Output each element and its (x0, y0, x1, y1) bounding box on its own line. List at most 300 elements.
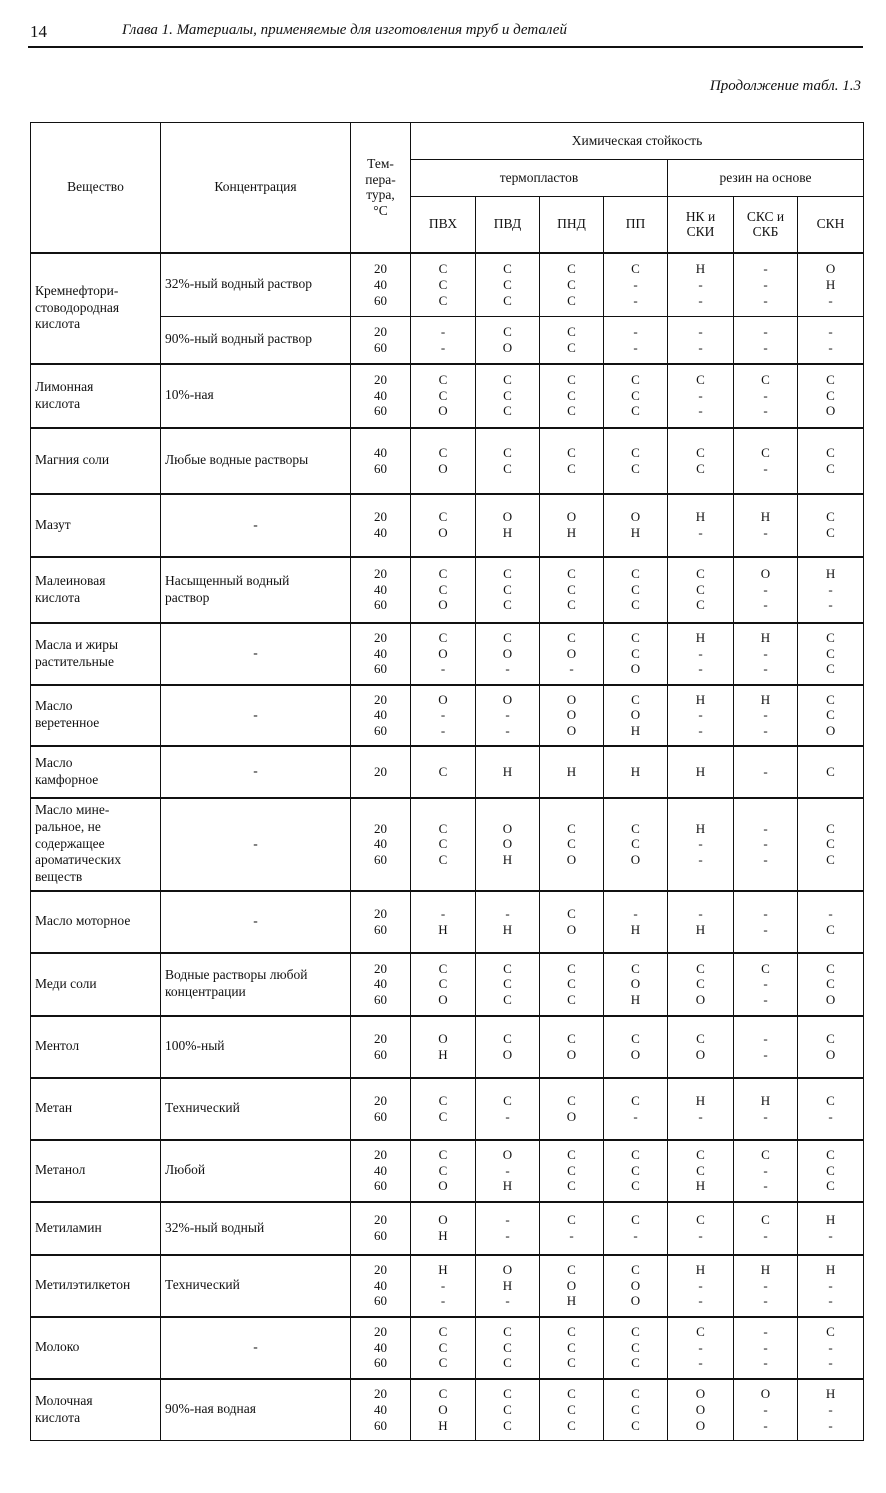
table-row (31, 557, 864, 623)
text-line: С (567, 444, 576, 460)
text-line: О (630, 509, 641, 525)
text-line: 20 (374, 509, 387, 525)
text-line: - (763, 1277, 768, 1293)
text-line: - (698, 905, 703, 921)
substance-cell (31, 798, 161, 891)
table-row (31, 428, 864, 494)
text-line: - (253, 763, 258, 779)
resistance-cell-pnd (540, 953, 604, 1016)
concentration-cell (161, 798, 351, 891)
text-line: С (503, 630, 512, 646)
text-line: 60 (374, 403, 387, 419)
resistance-cell-sks-skb (734, 1202, 798, 1255)
text-line: С (567, 339, 576, 355)
text-line: Молоко (35, 1339, 80, 1355)
text-line: 40 (374, 581, 387, 597)
text-line: - (633, 339, 638, 355)
resistance-cell-nk-ski (668, 1016, 734, 1078)
text-line: О (630, 976, 641, 992)
text-line: 60 (374, 851, 387, 867)
resistance-cell-pp (604, 317, 668, 364)
text-line: Масло (35, 754, 73, 770)
text-line: Н (630, 722, 641, 738)
resistance-cell-sks-skb (734, 364, 798, 428)
text-line: С (761, 372, 770, 388)
text-line: кислота (35, 1409, 81, 1425)
text-line: С (567, 976, 576, 992)
text-line: - (763, 261, 768, 277)
text-line: С (631, 597, 640, 613)
text-line: О (825, 722, 836, 738)
substance-cell (31, 1202, 161, 1255)
text-line: Н (566, 1293, 577, 1309)
text-line: С (503, 976, 512, 992)
text-line: Тем- (367, 156, 394, 172)
text-line: С (503, 991, 512, 1007)
resistance-cell-nk-ski (668, 623, 734, 685)
resistance-cell-nk-ski (668, 685, 734, 746)
text-line: - (763, 905, 768, 921)
table-row (31, 1202, 864, 1255)
table-row (31, 364, 864, 428)
text-line: С (567, 820, 576, 836)
table-row (31, 953, 864, 1016)
text-line: - (698, 1339, 703, 1355)
header-substance: Вещество (31, 123, 161, 253)
resistance-cell-nk-ski (668, 253, 734, 317)
text-line: 60 (374, 1355, 387, 1371)
substance-cell (31, 1255, 161, 1317)
text-line: С (567, 1147, 576, 1163)
text-line: 60 (374, 661, 387, 677)
text-line: С (631, 1355, 640, 1371)
text-line: - (763, 1401, 768, 1417)
text-line: Любые водные растворы (165, 452, 309, 468)
resistance-cell-sks-skb (734, 1140, 798, 1202)
resistance-cell-pvh (411, 953, 476, 1016)
text-line: С (503, 1030, 512, 1046)
text-line: О (502, 339, 513, 355)
text-line: О (502, 509, 513, 525)
text-line: - (763, 597, 768, 613)
text-line: - (505, 905, 510, 921)
text-line: Магния соли (35, 452, 110, 468)
text-line: - (440, 339, 446, 355)
resistance-cell-sks-skb (734, 623, 798, 685)
table-row (31, 746, 864, 798)
text-line: 40 (374, 1401, 387, 1417)
text-line: Метанол (35, 1162, 86, 1178)
text-line: С (826, 707, 835, 723)
text-line: - (253, 835, 258, 851)
resistance-cell-pp (604, 1016, 668, 1078)
header-skn: СКН (798, 197, 864, 253)
text-line: С (631, 1212, 640, 1228)
resistance-cell-nk-ski (668, 494, 734, 557)
text-line: С (438, 960, 448, 976)
text-line: веществ (35, 869, 83, 885)
text-line: Н (760, 1092, 771, 1108)
resistance-cell-pp (604, 1078, 668, 1140)
header-temperature (351, 123, 411, 253)
text-line: - (253, 1339, 258, 1355)
concentration-cell (161, 364, 351, 428)
resistance-cell-pnd (540, 891, 604, 953)
resistance-cell-pvh (411, 428, 476, 494)
text-line: С (567, 1401, 576, 1417)
text-line: Н (760, 691, 771, 707)
text-line: Масла и жиры (35, 636, 119, 652)
text-line: С (826, 1030, 835, 1046)
text-line: - (828, 1293, 833, 1309)
text-line: О (438, 1030, 448, 1046)
header-thermoplastics: термопластов (411, 160, 668, 197)
text-line: - (828, 1277, 833, 1293)
substance-cell (31, 1078, 161, 1140)
text-line: С (826, 444, 835, 460)
text-line: НК и (685, 208, 716, 224)
text-line: С (503, 597, 512, 613)
text-line: С (826, 1324, 835, 1340)
text-line: О (695, 1046, 706, 1062)
substance-cell (31, 557, 161, 623)
table-row (31, 1016, 864, 1078)
text-line: камфорное (35, 771, 99, 787)
concentration-cell (161, 1379, 351, 1441)
text-line: С (567, 1386, 576, 1402)
resistance-cell-skn (798, 1202, 864, 1255)
resistance-cell-pp (604, 428, 668, 494)
text-line: С (761, 444, 770, 460)
text-line: С (631, 630, 640, 646)
resistance-cell-pvd (476, 1317, 540, 1379)
resistance-cell-pp (604, 494, 668, 557)
resistance-cell-pvd (476, 623, 540, 685)
resistance-cell-pp (604, 557, 668, 623)
resistance-cell-nk-ski (668, 798, 734, 891)
text-line: 20 (374, 261, 387, 277)
text-line: - (763, 976, 768, 992)
text-line: С (438, 763, 448, 779)
text-line: - (505, 1162, 510, 1178)
text-line: 60 (374, 722, 387, 738)
resistance-cell-pp (604, 623, 668, 685)
text-line: 20 (374, 1262, 387, 1278)
substance-cell (31, 685, 161, 746)
text-line: СКС и (746, 208, 785, 224)
text-line: - (763, 1178, 768, 1194)
resistance-cell-nk-ski (668, 1078, 734, 1140)
resistance-cell-sks-skb (734, 494, 798, 557)
text-line: С (826, 851, 835, 867)
text-line: О (630, 1277, 641, 1293)
resistance-cell-sks-skb (734, 685, 798, 746)
text-line: - (633, 905, 638, 921)
text-line: - (828, 292, 833, 308)
resistance-cell-pvd (476, 1202, 540, 1255)
text-line: О (630, 707, 641, 723)
table-row (31, 798, 864, 891)
header-nk-ski (668, 197, 734, 253)
text-line: О (566, 691, 577, 707)
table-row (31, 891, 864, 953)
resistance-cell-nk-ski (668, 891, 734, 953)
text-line: - (763, 460, 768, 476)
text-line: - (828, 1228, 833, 1243)
text-line: пера- (365, 171, 396, 187)
text-line: 20 (374, 566, 387, 582)
text-line: С (567, 630, 576, 646)
text-line: С (503, 566, 512, 582)
text-line: кислота (35, 316, 81, 332)
text-line: С (631, 1417, 640, 1433)
text-line: Н (695, 1092, 706, 1108)
text-line: Н (760, 630, 771, 646)
text-line: С (503, 1355, 512, 1371)
text-line: С (826, 661, 835, 677)
text-line: 60 (374, 1293, 387, 1309)
resistance-cell-pp (604, 1140, 668, 1202)
text-line: С (503, 1386, 512, 1402)
resistance-cell-pvh (411, 494, 476, 557)
temperature-cell (351, 1078, 411, 1140)
resistance-cell-pvh (411, 317, 476, 364)
text-line: С (826, 960, 835, 976)
table-row (31, 1078, 864, 1140)
resistance-cell-pvh (411, 364, 476, 428)
text-line: С (438, 1324, 448, 1340)
text-line: 60 (374, 1228, 387, 1243)
temperature-cell (351, 494, 411, 557)
header-sks-skb (734, 197, 798, 253)
text-line: - (698, 1293, 703, 1309)
table-row (31, 1379, 864, 1441)
text-line: С (631, 1401, 640, 1417)
text-line: С (631, 836, 640, 852)
text-line: 20 (374, 820, 387, 836)
text-line: С (631, 1324, 640, 1340)
temperature-cell (351, 1379, 411, 1441)
text-line: 90%-ная водная (165, 1401, 256, 1417)
text-line: тура, (366, 187, 395, 203)
text-line: - (763, 991, 768, 1007)
resistance-cell-pnd (540, 685, 604, 746)
resistance-cell-pvd (476, 364, 540, 428)
text-line: С (696, 1212, 705, 1228)
text-line: - (440, 324, 446, 340)
text-line: Н (825, 276, 836, 292)
text-line: - (569, 661, 574, 677)
text-line: С (631, 960, 640, 976)
text-line: С (567, 960, 576, 976)
text-line: С (826, 1162, 835, 1178)
text-line: С (503, 1401, 512, 1417)
text-line: Н (695, 261, 706, 277)
text-line: Малеиновая (35, 572, 106, 588)
text-line: 10%-ная (165, 387, 214, 403)
text-line: Н (438, 921, 448, 937)
text-line: С (503, 261, 512, 277)
text-line: Меди соли (35, 975, 97, 991)
text-line: С (503, 387, 512, 403)
text-line: О (438, 1178, 448, 1194)
resistance-cell-sks-skb (734, 798, 798, 891)
text-line: Масло мине- (35, 801, 110, 817)
text-line: Н (502, 1277, 513, 1293)
text-line: 90%-ный водный раствор (165, 331, 312, 347)
resistance-cell-pvd (476, 1140, 540, 1202)
text-line: С (567, 372, 576, 388)
text-line: С (567, 1162, 576, 1178)
text-line: Н (438, 1417, 448, 1433)
resistance-cell-pnd (540, 746, 604, 798)
resistance-cell-sks-skb (734, 746, 798, 798)
header-pvd: ПВД (476, 197, 540, 253)
text-line: С (438, 1386, 448, 1402)
resistance-cell-pvd (476, 891, 540, 953)
header-chemical-resistance: Химическая стойкость (411, 123, 864, 160)
resistance-cell-pnd (540, 428, 604, 494)
text-line: Водные растворы любой (165, 967, 308, 983)
resistance-cell-skn (798, 1255, 864, 1317)
text-line: 60 (374, 991, 387, 1007)
text-line: О (438, 991, 448, 1007)
text-line: О (566, 1108, 577, 1124)
text-line: С (567, 905, 576, 921)
text-line: ральное, не (35, 818, 101, 834)
text-line: С (826, 1092, 835, 1108)
text-line: - (763, 820, 768, 836)
header-pnd: ПНД (540, 197, 604, 253)
text-line: - (763, 836, 768, 852)
text-line: 60 (374, 1178, 387, 1194)
text-line: - (698, 324, 703, 340)
text-line: О (502, 691, 513, 707)
resistance-cell-pvd (476, 494, 540, 557)
text-line: - (763, 292, 768, 308)
text-line: 20 (374, 1030, 387, 1046)
text-line: 60 (374, 597, 387, 613)
text-line: С (567, 1355, 576, 1371)
text-line: С (503, 1339, 512, 1355)
text-line: - (698, 339, 703, 355)
temperature-cell (351, 317, 411, 364)
substance-cell (31, 623, 161, 685)
text-line: С (503, 1417, 512, 1433)
concentration-cell (161, 1317, 351, 1379)
text-line: С (503, 403, 512, 419)
text-line: С (567, 403, 576, 419)
resistance-cell-nk-ski (668, 1202, 734, 1255)
text-line: О (630, 1046, 641, 1062)
resistance-cell-pvh (411, 1379, 476, 1441)
resistance-cell-pnd (540, 1202, 604, 1255)
text-line: С (567, 836, 576, 852)
text-line: О (566, 1277, 577, 1293)
text-line: О (630, 1293, 641, 1309)
text-line: - (828, 1355, 833, 1371)
text-line: О (438, 645, 448, 661)
text-line: С (567, 991, 576, 1007)
concentration-cell (161, 891, 351, 953)
concentration-cell (161, 1202, 351, 1255)
text-line: С (761, 1147, 770, 1163)
text-line: СКИ (686, 224, 715, 240)
text-line: С (696, 460, 705, 476)
text-line: С (567, 1339, 576, 1355)
text-line: - (763, 645, 768, 661)
text-line: - (698, 1277, 703, 1293)
resistance-cell-pnd (540, 1140, 604, 1202)
temperature-cell (351, 253, 411, 317)
resistance-cell-sks-skb (734, 1379, 798, 1441)
resistance-cell-nk-ski (668, 1379, 734, 1441)
concentration-cell (161, 746, 351, 798)
text-line: О (695, 1401, 706, 1417)
text-line: 40 (374, 1277, 387, 1293)
resistance-cell-pp (604, 364, 668, 428)
text-line: О (760, 566, 771, 582)
text-line: - (440, 1293, 446, 1309)
resistance-cell-pvd (476, 317, 540, 364)
resistance-cell-pnd (540, 1255, 604, 1317)
text-line: С (826, 1147, 835, 1163)
text-line: - (569, 1228, 574, 1243)
text-line: Насыщенный водный (165, 572, 290, 588)
text-line: - (440, 661, 446, 677)
text-line: 20 (374, 324, 387, 340)
resistance-cell-pvh (411, 891, 476, 953)
text-line: С (503, 276, 512, 292)
resistance-cell-pp (604, 953, 668, 1016)
text-line: С (503, 460, 512, 476)
text-line: - (763, 707, 768, 723)
resistance-cell-pnd (540, 317, 604, 364)
temperature-cell (351, 1140, 411, 1202)
text-line: Н (760, 1262, 771, 1278)
text-line: 40 (374, 976, 387, 992)
temperature-cell (351, 953, 411, 1016)
resistance-cell-nk-ski (668, 1255, 734, 1317)
text-line: О (825, 403, 836, 419)
text-line: - (828, 1417, 833, 1433)
text-line: О (695, 1386, 706, 1402)
text-line: 20 (374, 691, 387, 707)
text-line: О (438, 525, 448, 540)
text-line: С (567, 276, 576, 292)
text-line: С (567, 1262, 576, 1278)
temperature-cell (351, 1202, 411, 1255)
text-line: - (698, 836, 703, 852)
text-line: С (567, 581, 576, 597)
text-line: - (828, 581, 833, 597)
text-line: С (826, 1178, 835, 1194)
text-line: С (567, 1417, 576, 1433)
text-line: С (631, 403, 640, 419)
text-line: 20 (374, 1324, 387, 1340)
resistance-cell-sks-skb (734, 317, 798, 364)
resistance-cell-pnd (540, 1379, 604, 1441)
text-line: 20 (374, 1092, 387, 1108)
substance-cell (31, 953, 161, 1016)
text-line: Н (502, 921, 513, 937)
text-line: Масло (35, 698, 73, 714)
temperature-cell (351, 1317, 411, 1379)
text-line: - (440, 905, 446, 921)
text-line: 20 (374, 763, 387, 779)
text-line: Н (438, 1262, 448, 1278)
text-line: С (631, 387, 640, 403)
